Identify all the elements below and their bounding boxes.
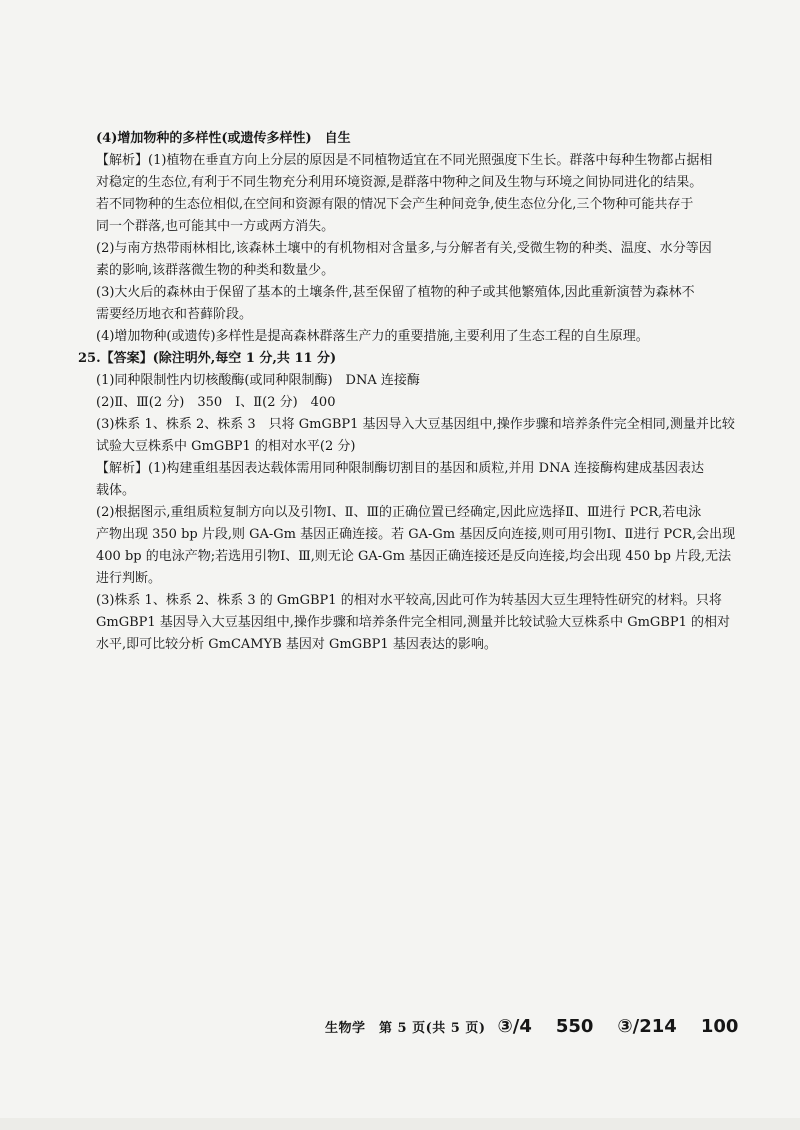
answer-content bbox=[78, 128, 736, 656]
q25-analysis-2b: 产物出现 350 bp 片段,则 GA-Gm 基因正确连接。若 GA-Gm 基因反向连接,则可用引物Ⅰ、Ⅱ进行 PCR,会出现 bbox=[96, 527, 736, 542]
q25-analysis-1b: 载体。 bbox=[96, 483, 136, 498]
q25-answer-2: (2)Ⅱ、Ⅲ(2 分) 350 Ⅰ、Ⅱ(2 分) 400 bbox=[96, 395, 336, 410]
q25-analysis-2: (2)根据图示,重组质粒复制方向以及引物Ⅰ、Ⅱ、Ⅲ的正确位置已经确定,因此应选择Ⅱ、Ⅲ进行 PCR,若电泳 bbox=[96, 505, 702, 520]
section4-answer: (4)增加物种的多样性(或遗传多样性) 自生 bbox=[96, 131, 351, 146]
page-footer bbox=[325, 1012, 745, 1040]
question-25-header: 25.【答案】(除注明外,每空 1 分,共 11 分) bbox=[78, 351, 337, 366]
q25-analysis-2d: 进行判断。 bbox=[96, 571, 162, 586]
q25-analysis-3b: GmGBP1 基因导入大豆基因组中,操作步骤和培养条件完全相同,测量并比较试验大豆株系中 GmGBP1 的相对 bbox=[96, 615, 730, 630]
footer-code-4: 100 bbox=[700, 1015, 739, 1037]
section4-analysis-3: (3)大火后的森林由于保留了基本的土壤条件,甚至保留了植物的种子或其他繁殖体,因此重新演替为森林不 bbox=[96, 285, 695, 300]
q25-analysis-3: (3)株系 1、株系 2、株系 3 的 GmGBP1 的相对水平较高,因此可作为转基因大豆生理特性研究的材料。只将 bbox=[96, 593, 722, 608]
q25-answer-3: (3)株系 1、株系 2、株系 3 只将 GmGBP1 基因导入大豆基因组中,操作步骤和培养条件完全相同,测量并比较 bbox=[96, 417, 735, 432]
section4-analysis-1b: 对稳定的生态位,有利于不同生物充分利用环境资源,是群落中物种之间及生物与环境之间协同进化的结果。 bbox=[96, 175, 703, 190]
page-number-label: 生物学 第 5 页(共 5 页) bbox=[325, 1020, 486, 1036]
q25-analysis-3c: 水平,即可比较分析 GmCAMYB 基因对 GmGBP1 基因表达的影响。 bbox=[96, 637, 497, 652]
section4-analysis-4: (4)增加物种(或遗传)多样性是提高森林群落生产力的重要措施,主要利用了生态工程的自生原理。 bbox=[96, 329, 649, 344]
q25-answer-1: (1)同种限制性内切核酸酶(或同种限制酶) DNA 连接酶 bbox=[96, 373, 420, 388]
section4-analysis-2: (2)与南方热带雨林相比,该森林土壤中的有机物相对含量多,与分解者有关,受微生物的种类、温度、水分等因 bbox=[96, 241, 712, 256]
bottom-edge bbox=[0, 1118, 800, 1130]
q25-analysis-1: 【解析】(1)构建重组基因表达载体需用同种限制酶切割目的基因和质粒,并用 DNA 连接酶构建成基因表达 bbox=[96, 461, 704, 476]
footer-codes bbox=[498, 1016, 739, 1037]
footer-code-1: ③/4 bbox=[497, 1015, 532, 1037]
footer-code-3: ③/214 bbox=[617, 1015, 677, 1037]
section4-analysis-2b: 素的影响,该群落微生物的种类和数量少。 bbox=[96, 263, 335, 278]
section4-analysis-1: 【解析】(1)植物在垂直方向上分层的原因是不同植物适宜在不同光照强度下生长。群落中每种生物都占据相 bbox=[96, 153, 713, 168]
q25-answer-3b: 试验大豆株系中 GmGBP1 的相对水平(2 分) bbox=[96, 439, 356, 454]
section4-analysis-1c: 若不同物种的生态位相似,在空间和资源有限的情况下会产生种间竞争,使生态位分化,三个物种可能共存于 bbox=[96, 197, 694, 212]
section4-analysis-3b: 需要经历地衣和苔藓阶段。 bbox=[96, 307, 253, 322]
section4-analysis-1d: 同一个群落,也可能其中一方或两方消失。 bbox=[96, 219, 335, 234]
footer-code-2: 550 bbox=[555, 1015, 594, 1037]
q25-analysis-2c: 400 bp 的电泳产物;若选用引物Ⅰ、Ⅲ,则无论 GA-Gm 基因正确连接还是反向连接,均会出现 450 bp 片段,无法 bbox=[96, 549, 732, 564]
